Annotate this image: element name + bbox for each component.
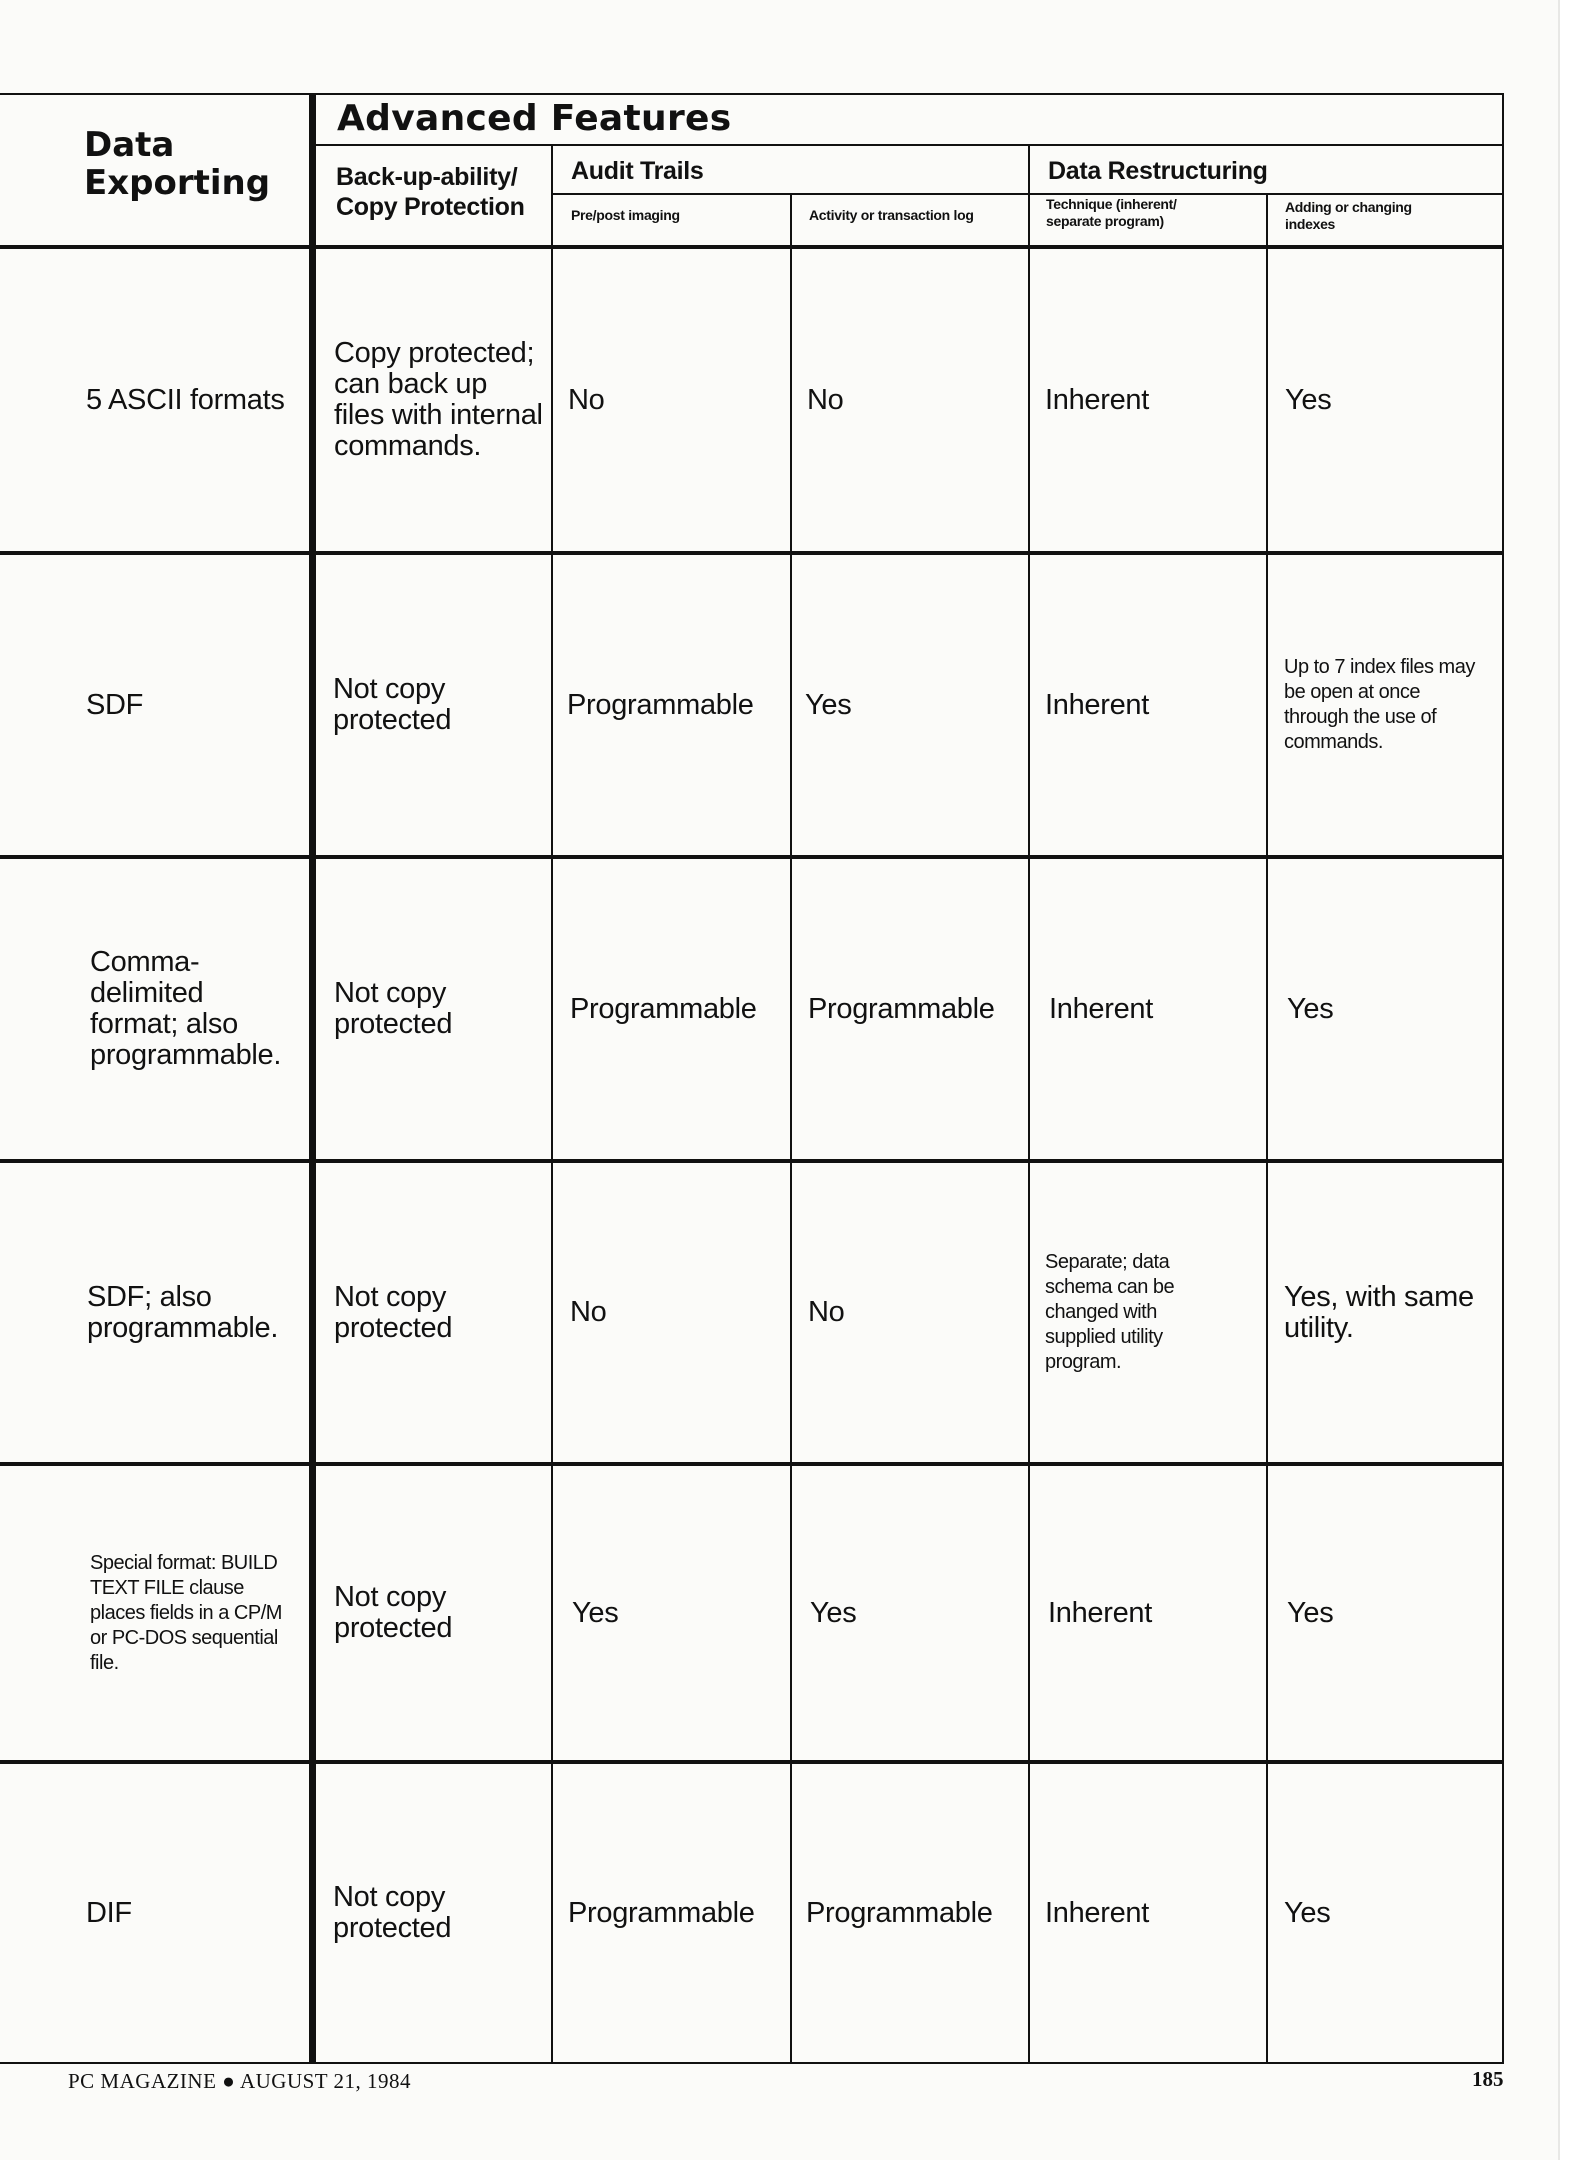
rule-col-divider-main (309, 93, 316, 2062)
header-audit-trails: Audit Trails (571, 157, 704, 185)
cell-export: SDF; also programmable. (87, 1280, 279, 1344)
cell-technique: Inherent (1045, 383, 1150, 416)
page-margin (1560, 0, 1590, 2160)
cell-indexes: Yes (1287, 992, 1334, 1025)
subheader-technique: Technique (inherent/ separate program) (1046, 196, 1177, 229)
cell-backup: Not copy protected (333, 1881, 452, 1944)
rule-col-4 (1028, 144, 1030, 2062)
cell-backup: Not copy protected (334, 1581, 453, 1644)
header-data-exporting: Data Exporting (84, 125, 271, 203)
rule-bottom (0, 2062, 1504, 2064)
rule-col-5 (1266, 193, 1268, 2062)
cell-activity: Yes (810, 1596, 857, 1629)
cell-indexes: Yes (1284, 1896, 1331, 1929)
cell-backup: Not copy protected (334, 977, 453, 1040)
cell-indexes: Yes (1287, 1596, 1334, 1629)
cell-pre-post: No (568, 383, 605, 416)
cell-activity: No (807, 383, 844, 416)
cell-activity: No (808, 1296, 845, 1328)
cell-backup: Not copy protected (334, 1280, 453, 1344)
cell-pre-post: Programmable (568, 1896, 755, 1929)
cell-technique: Separate; data schema can be changed with supplied utility program. (1045, 1251, 1175, 1373)
cell-pre-post: Yes (572, 1596, 619, 1629)
cell-technique: Inherent (1045, 1896, 1150, 1929)
header-advanced-features: Advanced Features (337, 98, 732, 139)
cell-activity: Yes (805, 688, 852, 721)
footer-page-number: 185 (1472, 2067, 1504, 2091)
footer-publication: PC MAGAZINE ● AUGUST 21, 1984 (68, 2069, 411, 2093)
cell-export: SDF (86, 688, 144, 721)
cell-technique: Inherent (1045, 688, 1150, 721)
cell-indexes: Yes, with same utility. (1284, 1280, 1474, 1344)
header-data-restructuring: Data Restructuring (1048, 157, 1268, 185)
cell-indexes: Yes (1285, 383, 1332, 416)
cell-export: 5 ASCII formats (86, 383, 285, 416)
cell-indexes: Up to 7 index files may be open at once through the use of commands. (1284, 656, 1475, 753)
cell-activity: Programmable (808, 992, 995, 1025)
cell-pre-post: Programmable (570, 992, 757, 1025)
subheader-activity-log: Activity or transaction log (809, 207, 974, 223)
subheader-pre-post-imaging: Pre/post imaging (571, 207, 680, 223)
header-backup-copy-protection: Back-up-ability/ Copy Protection (336, 163, 525, 221)
cell-backup: Not copy protected (333, 673, 452, 736)
cell-export: DIF (86, 1896, 132, 1929)
rule-right (1502, 93, 1504, 2062)
rule-top (0, 93, 1504, 95)
cell-technique: Inherent (1049, 992, 1154, 1025)
cell-backup: Copy protected; can back up files with internal commands. (334, 337, 543, 462)
rule-col-3 (790, 193, 792, 2062)
cell-technique: Inherent (1048, 1596, 1153, 1629)
cell-export: Special format: BUILD TEXT FILE clause places fields in a CP/M or PC-DOS sequential file. (90, 1551, 282, 1674)
cell-activity: Programmable (806, 1896, 993, 1929)
subheader-indexes: Adding or changing indexes (1285, 199, 1412, 232)
cell-pre-post: No (570, 1296, 607, 1328)
cell-export: Comma-delimited format; also programmable. (90, 946, 282, 1071)
cell-pre-post: Programmable (567, 688, 754, 721)
rule-advanced-bottom (313, 144, 1504, 146)
rule-col-2 (551, 144, 553, 2062)
